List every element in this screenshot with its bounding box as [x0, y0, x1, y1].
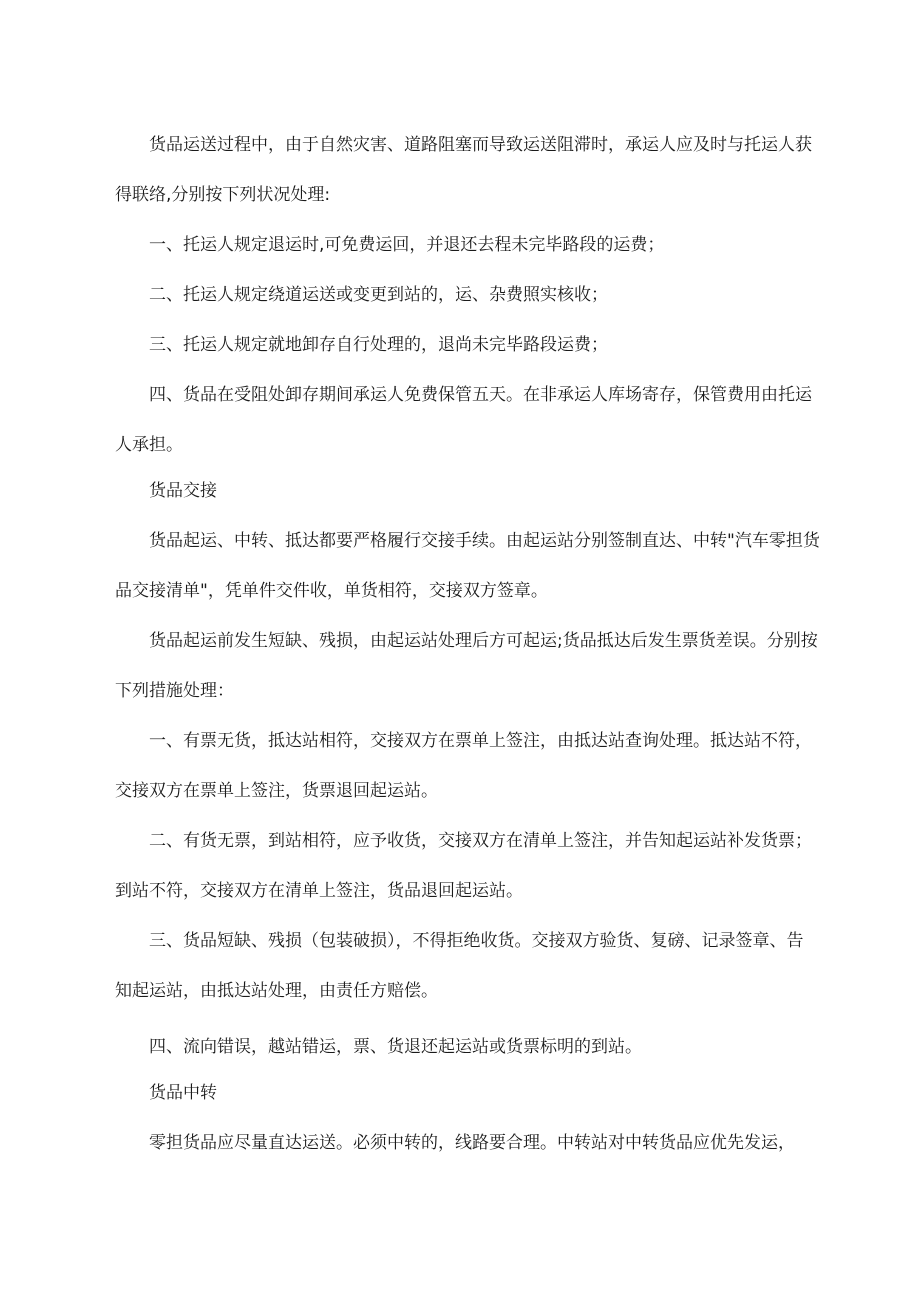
paragraph-discrepancy-1: 一、有票无货，抵达站相符，交接双方在票单上签注，由抵达站查询处理。抵达站不符，交接双方在票单上签注，货票退回起运站。: [115, 731, 812, 801]
paragraph-transfer-intro: 零担货品应尽量直达运送。必须中转的，线路要合理。中转站对中转货品应优先发运，: [149, 1133, 795, 1153]
section-heading-handover: 货品交接: [149, 481, 217, 501]
paragraph-discrepancy-4: 四、流向错误，越站错运，票、货退还起运站或货票标明的到站。: [149, 1037, 642, 1057]
paragraph-rule-3: 三、托运人规定就地卸存自行处理的，退尚未完毕路段运费；: [149, 335, 608, 355]
document-page: [115, 120, 820, 1168]
paragraph-discrepancy-intro: 货品起运前发生短缺、残损，由起运站处理后方可起运;货品抵达后发生票货差误。分别按下列措施处理：: [115, 631, 818, 701]
paragraph-rule-4: 四、货品在受阻处卸存期间承运人免费保管五天。在非承运人库场寄存，保管费用由托运人承担。: [115, 385, 812, 455]
paragraph-discrepancy-3: 三、货品短缺、残损（包装破损），不得拒绝收货。交接双方验货、复磅、记录签章、告知起运站，由抵达站处理，由责任方赔偿。: [115, 931, 804, 1001]
paragraph-obstruction-intro: 货品运送过程中，由于自然灾害、道路阻塞而导致运送阻滞时，承运人应及时与托运人获得联络,分别按下列状况处理:: [115, 135, 812, 205]
paragraph-discrepancy-2: 二、有货无票，到站相符，应予收货，交接双方在清单上签注，并告知起运站补发货票；到站不符，交接双方在清单上签注，货品退回起运站。: [115, 831, 812, 901]
paragraph-handover-procedure: 货品起运、中转、抵达都要严格履行交接手续。由起运站分别签制直达、中转"汽车零担货品交接清单"，凭单件交件收，单货相符，交接双方签章。: [115, 531, 820, 601]
paragraph-rule-2: 二、托运人规定绕道运送或变更到站的，运、杂费照实核收；: [149, 285, 608, 305]
section-heading-transfer: 货品中转: [149, 1083, 217, 1103]
paragraph-rule-1: 一、托运人规定退运时,可免费运回，并退还去程未完毕路段的运费；: [149, 235, 665, 255]
